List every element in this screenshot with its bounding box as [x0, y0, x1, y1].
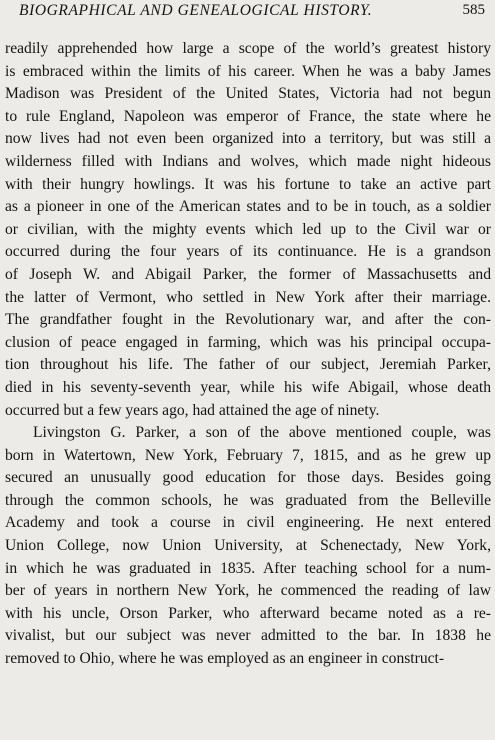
text-line: or civilian, with the mighty events which led up to the Civil war or	[5, 220, 491, 238]
text-line: as a pioneer in one of the American states and to be in touch, as a soldier	[5, 198, 491, 216]
text-line: secured an unusually good education for those days. Besides going	[5, 469, 491, 487]
text-line: born in Watertown, New York, February 7, 1815, and as he grew up	[5, 446, 491, 464]
body-text	[5, 38, 491, 671]
text-line: is embraced within the limits of his career. When he was a baby James	[5, 62, 491, 80]
text-line: wilderness filled with Indians and wolves, which made night hideous	[5, 152, 491, 170]
text-line: The grandfather fought in the Revolutionary war, and after the con-	[5, 311, 491, 329]
text-line: vivalist, but our subject was never admitted to the bar. In 1838 he	[5, 627, 491, 645]
running-title: BIOGRAPHICAL AND GENEALOGICAL HISTORY.	[19, 2, 373, 19]
text-line: Union College, now Union University, at Schenectady, New York,	[5, 537, 491, 555]
text-line: Livingston G. Parker, a son of the above mentioned couple, was	[33, 424, 491, 442]
paragraph	[5, 38, 491, 422]
page-header	[5, 0, 491, 28]
text-line: died in his seventy-seventh year, while his wife Abigail, whose death	[5, 378, 491, 396]
text-line: of Joseph W. and Abigail Parker, the former of Massachusetts and	[5, 265, 491, 283]
text-line: to rule England, Napoleon was emperor of France, the state where he	[5, 107, 491, 125]
text-line: occurred but a few years ago, had attained the age of ninety.	[5, 401, 380, 419]
text-line: the latter of Vermont, who settled in New York after their marriage.	[5, 288, 491, 306]
text-line: ber of years in northern New York, he commenced the reading of law	[5, 582, 491, 600]
paragraph	[5, 422, 491, 671]
text-line: in which he was graduated in 1835. After teaching school for a num-	[5, 559, 491, 577]
text-line: tion throughout his life. The father of our subject, Jeremiah Parker,	[5, 356, 491, 374]
text-line: clusion of peace engaged in farming, which was his principal occupa-	[5, 333, 491, 351]
text-line: with his uncle, Orson Parker, who afterward became noted as a re-	[5, 604, 491, 622]
text-line: occurred during the four years of its continuance. He is a grandson	[5, 243, 491, 261]
page-number: 585	[462, 2, 485, 18]
text-line: with their hungry howlings. It was his fortune to take an active part	[5, 175, 491, 193]
text-line: Academy and took a course in civil engineering. He next entered	[5, 514, 491, 532]
text-line: readily apprehended how large a scope of the world’s greatest history	[5, 40, 491, 57]
text-line: Madison was President of the United States, Victoria had not begun	[5, 85, 491, 103]
text-line: through the common schools, he was graduated from the Belleville	[5, 491, 491, 509]
text-line: removed to Ohio, where he was employed as an engineer in construct-	[5, 650, 445, 668]
text-line: now lives had not even been organized into a territory, but was still a	[5, 130, 491, 148]
